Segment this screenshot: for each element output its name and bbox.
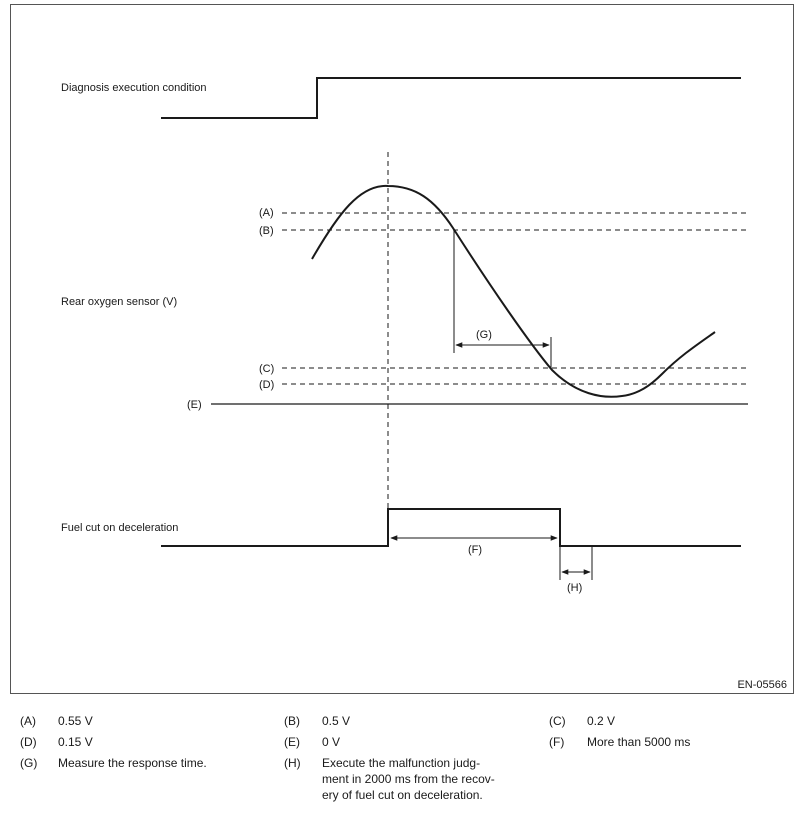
diagram-frame [10,4,794,694]
label-level-d: (D) [259,379,275,391]
legend-item-h [284,755,544,805]
figure-id: EN-05566 [737,679,787,691]
legend-item-e [284,734,524,750]
legend-value-line-2: ment in 2000 ms from the recov- [322,772,495,786]
label-level-a: (A) [259,207,274,219]
fuel-cut-signal [161,509,741,546]
label-interval-f: (F) [468,544,483,556]
diagram-border [11,5,794,694]
legend-item-d [20,734,260,750]
label-interval-g: (G) [476,329,492,341]
legend-value-line-3: ery of fuel cut on deceleration. [322,788,483,802]
legend-value: 0.5 V [322,714,351,728]
legend-key: (H) [284,756,301,770]
timing-diagram [10,4,794,694]
label-oxygen-sensor: Rear oxygen sensor (V) [61,296,178,308]
label-interval-h: (H) [567,582,583,594]
legend-value: 0.15 V [58,735,93,749]
label-level-e: (E) [187,399,202,411]
label-level-b: (B) [259,225,274,237]
label-diagnosis: Diagnosis execution condition [61,82,207,94]
legend-key: (F) [549,735,565,749]
oxygen-sensor-curve [312,186,715,397]
legend-item-g [20,755,270,771]
legend-value: 0 V [322,735,341,749]
legend-item-a [20,713,260,729]
legend-item-c [549,713,789,729]
legend-value: More than 5000 ms [587,735,691,749]
legend-key: (G) [20,756,38,770]
legend-item-b [284,713,524,729]
legend-value-line-1: Execute the malfunction judg- [322,756,481,770]
label-fuel-cut: Fuel cut on deceleration [61,522,179,534]
legend-item-f [549,734,789,750]
legend-value: 0.2 V [587,714,616,728]
diagnosis-signal [161,78,741,118]
legend-key: (C) [549,714,566,728]
legend-key: (E) [284,735,300,749]
label-level-c: (C) [259,363,275,375]
legend-value: 0.55 V [58,714,93,728]
legend-key: (B) [284,714,300,728]
legend-key: (A) [20,714,36,728]
legend-key: (D) [20,735,37,749]
legend-value: Measure the response time. [58,756,207,770]
